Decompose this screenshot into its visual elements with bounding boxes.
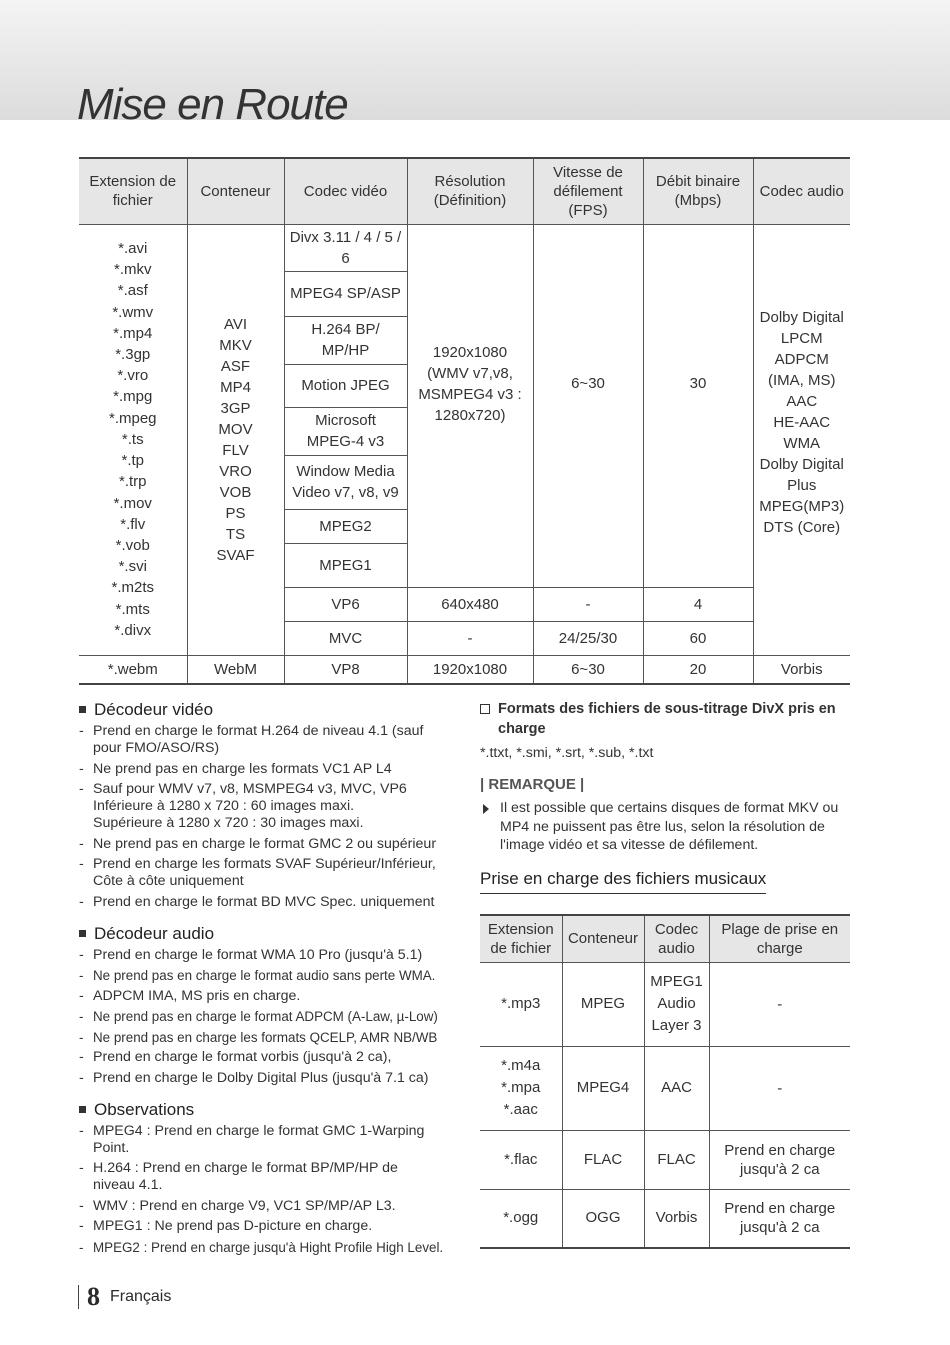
section-heading-observations: Observations: [79, 1099, 464, 1121]
range-cell: -: [709, 1046, 850, 1130]
codec-cell: Microsoft MPEG-4 v3: [284, 407, 407, 455]
square-bullet-icon: [79, 930, 86, 937]
list-item: - Ne prend pas en charge les formats VC1 AP L4: [79, 761, 464, 778]
left-column: [79, 699, 464, 1262]
resolution-main-cell: 1920x1080 (WMV v7,v8, MSMPEG4 v3 : 1280x720): [407, 224, 533, 543]
section-heading-audio: Décodeur audio: [79, 923, 464, 945]
codec-cell: MPEG1: [284, 543, 407, 587]
col-header-container: Conteneur: [562, 915, 644, 962]
col-header-bitrate: Débit binaire (Mbps): [643, 158, 753, 224]
col-header-fps: Vitesse de défilement (FPS): [533, 158, 643, 224]
list-item: - Sauf pour WMV v7, v8, MSMPEG4 v3, MVC, VP6 Inférieure à 1280 x 720 : 60 images maxi. Supérieure à 1280 x 720 : 30 images maxi.: [79, 781, 464, 832]
list-item: - Prend en charge le format BD MVC Spec. uniquement: [79, 894, 464, 911]
codec-cell: Window Media Video v7, v8, v9: [284, 455, 407, 509]
remarque-label: | REMARQUE |: [480, 776, 585, 793]
remarque-note: Il est possible que certains disques de format MKV ou MP4 ne puissent pas être lus, selon la résolution de l'image vidéo et sa vitesse de défilement.: [480, 799, 852, 855]
ext-cell: *.ogg: [480, 1189, 562, 1248]
square-bullet-icon: [79, 706, 86, 713]
audio-decoder-list: [79, 947, 464, 1087]
container-cell: FLAC: [562, 1130, 644, 1189]
video-table-header-row: [79, 158, 850, 224]
ext-cell: *.mp3: [480, 962, 562, 1046]
codec-cell: H.264 BP/ MP/HP: [284, 316, 407, 364]
table-row: [480, 962, 850, 1046]
codec-cell: AAC: [644, 1046, 709, 1130]
codec-cell: MVC: [284, 621, 407, 655]
webm-ext: *.webm: [79, 655, 187, 684]
music-table-header-row: [480, 915, 850, 962]
list-item: - MPEG2 : Prend en charge jusqu'à Hight Profile High Level.: [79, 1239, 464, 1256]
vp6-bitrate: 4: [643, 587, 753, 621]
list-item: - WMV : Prend en charge V9, VC1 SP/MP/AP L3.: [79, 1198, 464, 1215]
list-item: - Ne prend pas en charge le format audio sans perte WMA.: [79, 967, 464, 984]
col-header-codec: Codec audio: [644, 915, 709, 962]
codec-cell: Divx 3.11 / 4 / 5 / 6: [284, 224, 407, 271]
bitrate-main-cell: 30: [643, 224, 753, 543]
list-item: - ADPCM IMA, MS pris en charge.: [79, 988, 464, 1005]
codec-cell: MPEG4 SP/ASP: [284, 271, 407, 316]
container-cell: OGG: [562, 1189, 644, 1248]
list-item: - Prend en charge les formats SVAF Supérieur/Inférieur, Côte à côte uniquement: [79, 856, 464, 890]
subtitle-formats-list: *.ttxt, *.smi, *.srt, *.sub, *.txt: [480, 745, 654, 761]
section-heading-video: Décodeur vidéo: [79, 699, 464, 721]
checkbox-bullet-icon: [480, 704, 490, 714]
container-cell: MPEG4: [562, 1046, 644, 1130]
codec-cell: FLAC: [644, 1130, 709, 1189]
webm-audio: Vorbis: [753, 655, 850, 684]
webm-container: WebM: [187, 655, 284, 684]
page-number: 8: [87, 1282, 100, 1311]
list-item: - Ne prend pas en charge le format ADPCM (A-Law, µ-Low): [79, 1008, 464, 1025]
col-header-resolution: Résolution (Définition): [407, 158, 533, 224]
video-decoder-list: [79, 723, 464, 911]
list-item: - Ne prend pas en charge les formats QCELP, AMR NB/WB: [79, 1029, 464, 1046]
containers-cell: AVI MKV ASF MP4 3GP MOV FLV VRO VOB PS TS SVAF: [187, 224, 284, 655]
audio-codecs-cell: Dolby Digital LPCM ADPCM (IMA, MS) AAC HE-AAC WMA Dolby Digital Plus MPEG(MP3) DTS (Core): [753, 224, 850, 621]
codec-cell: Motion JPEG: [284, 364, 407, 407]
col-header-extension: Extension de fichier: [480, 915, 562, 962]
vp6-resolution: 640x480: [407, 587, 533, 621]
webm-bitrate: 20: [643, 655, 753, 684]
webm-codec: VP8: [284, 655, 407, 684]
mvc-resolution: -: [407, 621, 533, 655]
vp6-fps: -: [533, 587, 643, 621]
subtitle-formats-heading: Formats des fichiers de sous-titrage DivX pris en charge: [480, 699, 852, 739]
codec-cell: VP6: [284, 587, 407, 621]
square-bullet-icon: [79, 1106, 86, 1113]
webm-resolution: 1920x1080: [407, 655, 533, 684]
col-header-audio-codec: Codec audio: [753, 158, 850, 224]
col-header-video-codec: Codec vidéo: [284, 158, 407, 224]
range-cell: -: [709, 962, 850, 1046]
table-row: [480, 1189, 850, 1248]
list-item: - Prend en charge le format WMA 10 Pro (jusqu'à 5.1): [79, 947, 464, 964]
list-item: - Prend en charge le format vorbis (jusqu'à 2 ca),: [79, 1049, 464, 1066]
video-format-table: [79, 157, 850, 685]
list-item: - MPEG1 : Ne prend pas D-picture en charge.: [79, 1218, 464, 1235]
fps-main-cell: 6~30: [533, 224, 643, 543]
list-item: - H.264 : Prend en charge le format BP/MP/HP de niveau 4.1.: [79, 1160, 464, 1194]
list-item: - Prend en charge le format H.264 de niveau 4.1 (sauf pour FMO/ASO/RS): [79, 723, 464, 757]
webm-fps: 6~30: [533, 655, 643, 684]
list-item: - Ne prend pas en charge le format GMC 2 ou supérieur: [79, 836, 464, 853]
table-row: [480, 1046, 850, 1130]
codec-cell: MPEG1 Audio Layer 3: [644, 962, 709, 1046]
range-cell: Prend en charge jusqu'à 2 ca: [709, 1189, 850, 1248]
music-section-title: Prise en charge des fichiers musicaux: [480, 868, 766, 894]
webm-row: [79, 655, 850, 684]
list-item: - MPEG4 : Prend en charge le format GMC 1-Warping Point.: [79, 1123, 464, 1157]
page-title: Mise en Route: [77, 80, 348, 129]
ext-cell: *.flac: [480, 1130, 562, 1189]
range-cell: Prend en charge jusqu'à 2 ca: [709, 1130, 850, 1189]
col-header-extension: Extension de fichier: [79, 158, 187, 224]
extensions-cell: *.avi *.mkv *.asf *.wmv *.mp4 *.3gp *.vro *.mpg *.mpeg *.ts *.tp *.trp *.mov *.flv *.vob *.svi *.m2ts *.mts *.divx: [79, 224, 187, 655]
col-header-range: Plage de prise en charge: [709, 915, 850, 962]
mvc-fps: 24/25/30: [533, 621, 643, 655]
mvc-bitrate: 60: [643, 621, 753, 655]
page-footer: [78, 1283, 171, 1311]
music-format-table: [480, 914, 850, 1249]
footer-divider: [78, 1285, 79, 1309]
list-item: - Prend en charge le Dolby Digital Plus (jusqu'à 7.1 ca): [79, 1070, 464, 1087]
col-header-container: Conteneur: [187, 158, 284, 224]
table-row: [480, 1130, 850, 1189]
ext-cell: *.m4a *.mpa *.aac: [480, 1046, 562, 1130]
container-cell: MPEG: [562, 962, 644, 1046]
triangle-bullet-icon: [483, 804, 489, 814]
observations-list: [79, 1123, 464, 1256]
footer-language: Français: [110, 1288, 172, 1305]
codec-cell: MPEG2: [284, 509, 407, 543]
right-column: [480, 699, 852, 855]
codec-cell: Vorbis: [644, 1189, 709, 1248]
